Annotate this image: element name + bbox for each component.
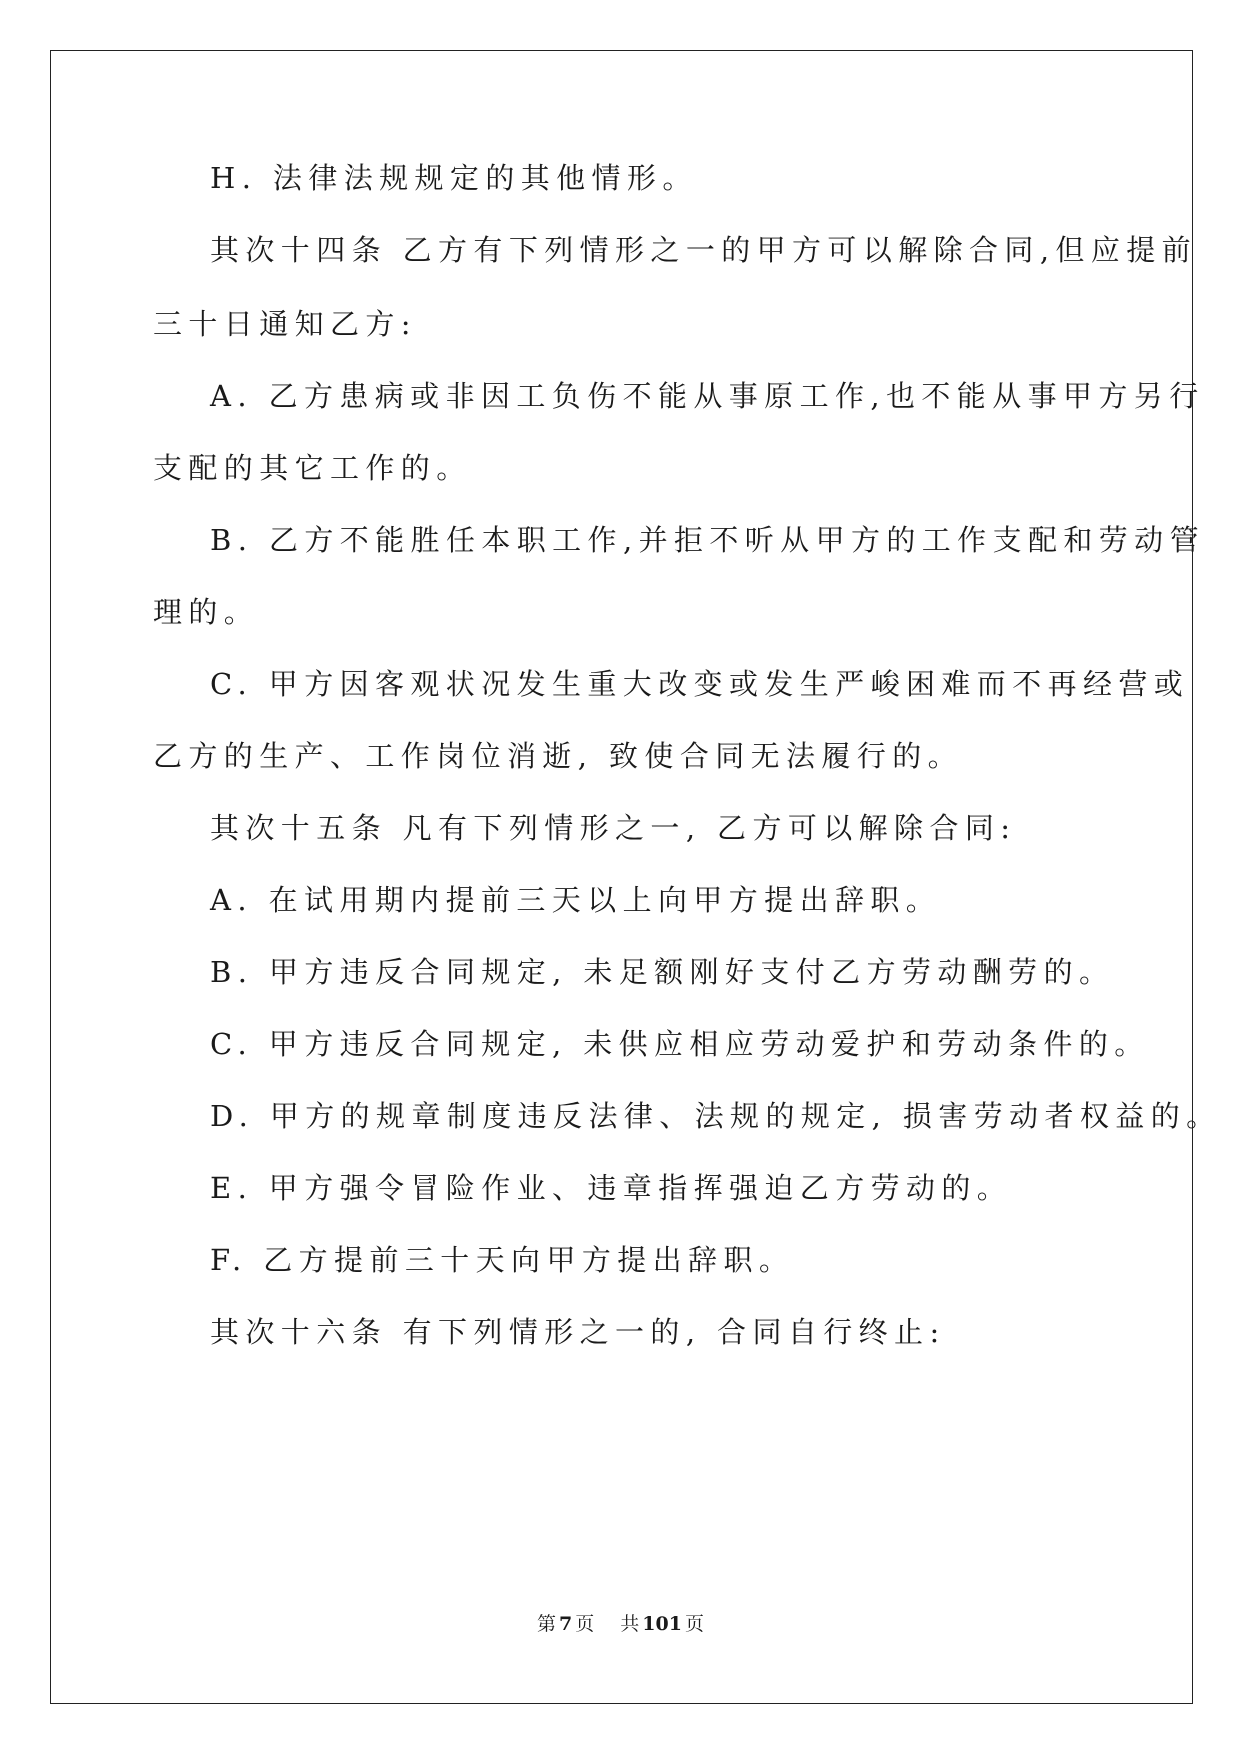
clause-24-item-b: B. 乙方不能胜任本职工作,并拒不听从甲方的工作支配和劳动管 — [210, 523, 1205, 557]
clause-24-item-a-continuation: 支配的其它工作的。 — [153, 451, 472, 485]
clause-24-heading: 其次十四条 乙方有下列情形之一的甲方可以解除合同,但应提前 — [210, 233, 1198, 267]
page-current: 7 — [559, 1613, 573, 1635]
total-suffix: 页 — [684, 1613, 704, 1635]
clause-25-item-c: C. 甲方违反合同规定, 未供应相应劳动爱护和劳动条件的。 — [210, 1027, 1150, 1061]
page-prefix: 第 — [537, 1613, 557, 1635]
clause-item-h: H. 法律法规规定的其他情形。 — [210, 161, 698, 195]
clause-25-item-d: D. 甲方的规章制度违反法律、法规的规定, 损害劳动者权益的。 — [210, 1099, 1222, 1133]
clause-25-item-f: F. 乙方提前三十天向甲方提出辞职。 — [210, 1243, 795, 1277]
clause-24-continuation: 三十日通知乙方: — [153, 307, 417, 341]
clause-24-item-a: A. 乙方患病或非因工负伤不能从事原工作,也不能从事甲方另行 — [210, 379, 1205, 413]
page-suffix: 页 — [575, 1613, 595, 1635]
page-footer — [0, 1612, 1241, 1636]
clause-25-heading: 其次十五条 凡有下列情形之一, 乙方可以解除合同: — [210, 811, 1017, 845]
clause-24-item-c: C. 甲方因客观状况发生重大改变或发生严峻困难而不再经营或 — [210, 667, 1190, 701]
clause-25-item-b: B. 甲方违反合同规定, 未足额刚好支付乙方劳动酬劳的。 — [210, 955, 1115, 989]
clause-25-item-a: A. 在试用期内提前三天以上向甲方提出辞职。 — [210, 883, 942, 917]
clause-26-heading: 其次十六条 有下列情形之一的, 合同自行终止: — [210, 1315, 946, 1349]
total-prefix: 共 — [620, 1613, 640, 1635]
clause-25-item-e: E. 甲方强令冒险作业、违章指挥强迫乙方劳动的。 — [210, 1171, 1013, 1205]
page-border — [50, 50, 1193, 1704]
clause-24-item-c-continuation: 乙方的生产、工作岗位消逝, 致使合同无法履行的。 — [153, 739, 964, 773]
clause-24-item-b-continuation: 理的。 — [153, 595, 260, 629]
page-total: 101 — [642, 1613, 682, 1635]
